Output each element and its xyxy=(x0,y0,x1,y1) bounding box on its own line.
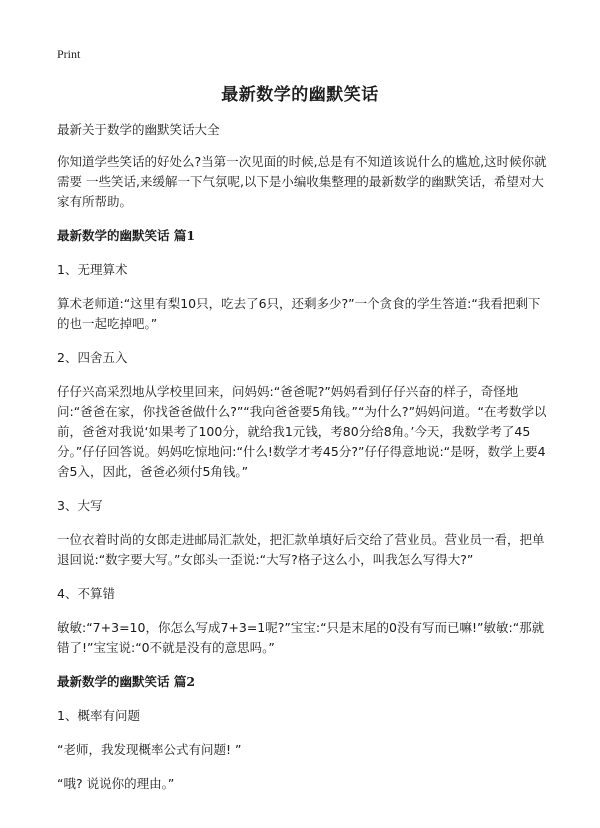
joke-body: 仔仔兴高采烈地从学校里回来，问妈妈:“爸爸呢?”妈妈看到仔仔兴奋的样子，奇怪地问:“爸爸在家，你找爸爸做什么?”“我向爸爸要5角钱。”“为什么?”妈妈问道。“在考数学以前，爸爸对我说‘如果考了100分，就给我1元钱，考80分给8角。’今天，我数学考了45分。”仔仔回答说。妈妈吃惊地问:“什么!数学才考45分?”仔仔得意地说:“是呀，数学上要4舍5入，因此，爸爸必须付5角钱。” xyxy=(57,384,547,479)
joke-title: 2、四舍五入 xyxy=(57,350,128,365)
section-heading-2: 最新数学的幽默笑话 篇2 xyxy=(57,674,196,689)
intro-paragraph: 你知道学些笑话的好处么?当第一次见面的时候,总是有不知道该说什么的尴尬,这时候你就需要 一些笑话,来缓解一下气氛呢,以下是小编收集整理的最新数学的幽默笑话，希望对大家有所帮助。 xyxy=(57,154,547,209)
joke-title: 1、无理算术 xyxy=(57,262,128,277)
joke-body: 算术老师道:“这里有梨10只，吃去了6只，还剩多少?”一个贪食的学生答道:“我看把剩下的也一起吃掉吧。” xyxy=(57,296,541,331)
article-subtitle: 最新关于数学的幽默笑话大全 xyxy=(57,122,220,137)
section-heading-1: 最新数学的幽默笑话 篇1 xyxy=(57,228,196,243)
print-link[interactable]: Print xyxy=(57,47,81,61)
joke-title: 1、概率有问题 xyxy=(57,708,140,723)
article-body xyxy=(57,120,547,808)
joke-line: “老师，我发现概率公式有问题! ” xyxy=(57,742,242,757)
joke-body: 敏敏:“7+3=10，你怎么写成7+3=1呢?”宝宝:“只是末尾的0没有写而已嘛!”敏敏:“那就错了!”宝宝说:“0不就是没有的意思吗。” xyxy=(57,620,545,655)
page-title: 最新数学的幽默笑话 xyxy=(221,85,379,105)
joke-body: 一位衣着时尚的女郎走进邮局汇款处，把汇款单填好后交给了营业员。营业员一看，把单退回说:“数字要大写。”女郎头一歪说:“大写?格子这么小，叫我怎么写得大?” xyxy=(57,532,545,567)
joke-line: “哦? 说说你的理由。” xyxy=(57,776,175,791)
joke-title: 4、不算错 xyxy=(57,586,115,601)
joke-title: 3、大写 xyxy=(57,498,103,513)
